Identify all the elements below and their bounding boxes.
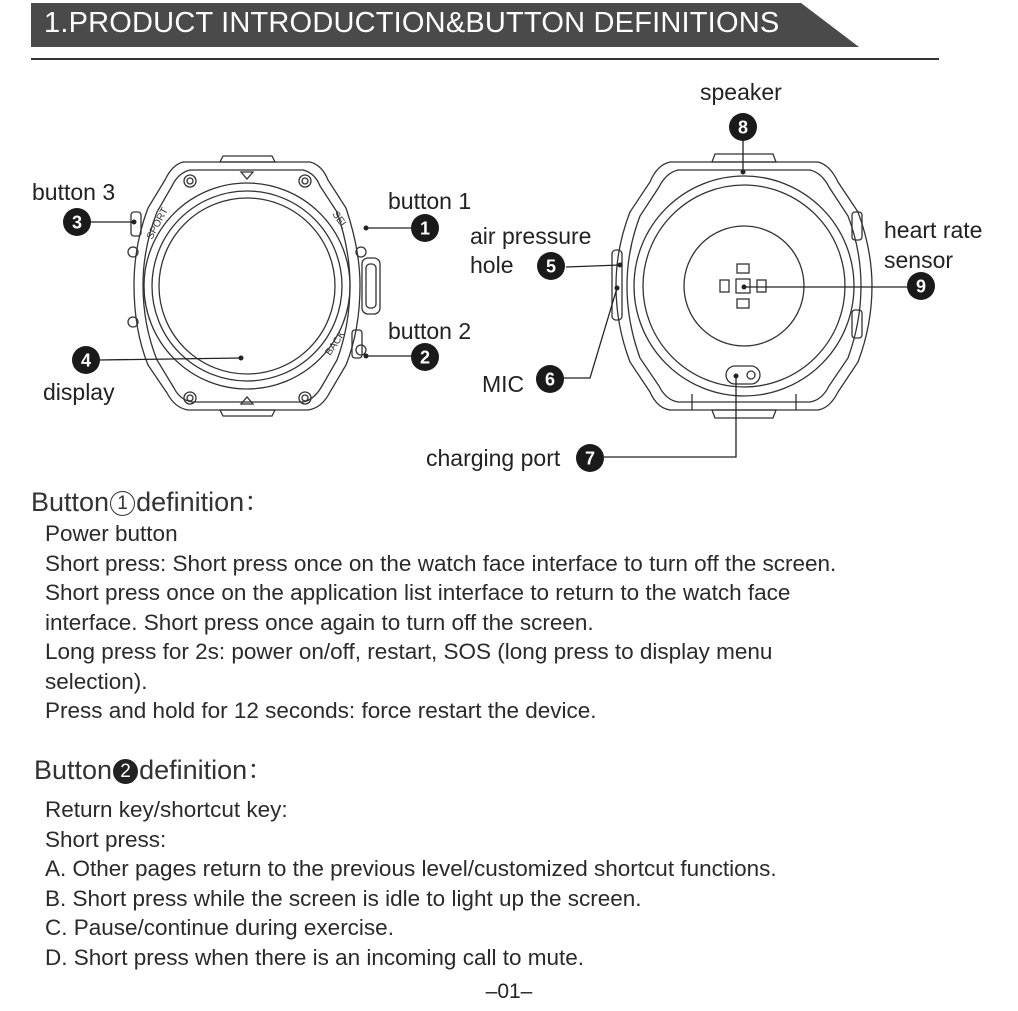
marker-8-label: 8 xyxy=(737,117,749,138)
section-2-head-num: 2 xyxy=(113,759,138,784)
label-display: display xyxy=(43,379,115,405)
section-1-line: Power button xyxy=(45,521,178,546)
marker-5-label: 5 xyxy=(545,256,557,277)
section-1-line: Short press once on the application list interface to return to the watch face xyxy=(45,580,791,605)
section-2-line: D. Short press when there is an incoming call to mute. xyxy=(45,944,585,970)
marker-2 xyxy=(411,343,439,371)
section-2-line: Short press: xyxy=(45,826,167,852)
label-button-3: button 3 xyxy=(32,179,116,205)
section-1-head-post: definition： xyxy=(136,487,272,517)
marker-6-label: 6 xyxy=(544,369,556,390)
section-1-line: selection). xyxy=(45,668,148,694)
marker-3 xyxy=(63,208,91,236)
marker-2-label: 2 xyxy=(419,347,431,368)
marker-7-label: 7 xyxy=(584,448,596,469)
marker-4-label: 4 xyxy=(80,350,92,371)
section-1-line: interface. Short press once again to turn off the screen. xyxy=(45,609,594,635)
section-1-heading xyxy=(31,480,271,519)
marker-5 xyxy=(537,252,565,280)
section-2-body xyxy=(45,795,965,972)
label-button-1: button 1 xyxy=(388,188,472,214)
label-button-2: button 2 xyxy=(388,318,472,344)
back-engraving: BACK xyxy=(323,329,349,358)
label-heart-rate-1: heart rate xyxy=(884,217,983,243)
section-2-line: B. Short press while the screen is idle to light up the screen. xyxy=(45,885,642,911)
marker-9-label: 9 xyxy=(915,276,927,297)
marker-1 xyxy=(411,214,439,242)
section-2-line: A. Other pages return to the previous level/customized shortcut functions. xyxy=(45,856,777,881)
section-2-line: C. Pause/continue during exercise. xyxy=(45,915,394,940)
section-1-line: Press and hold for 12 seconds: force restart the device. xyxy=(45,698,597,723)
label-charging-port: charging port xyxy=(426,445,561,471)
section-1-head-num: 1 xyxy=(110,491,135,516)
label-air-pressure-1: air pressure xyxy=(470,223,592,249)
section-1-body xyxy=(45,519,965,726)
label-speaker: speaker xyxy=(700,79,782,105)
section-1-head-pre: Button xyxy=(31,487,110,517)
section-1-line: Short press: Short press once on the watch face interface to turn off the screen. xyxy=(45,550,837,576)
section-2-head-post: definition： xyxy=(139,755,275,785)
watch-front xyxy=(128,156,380,416)
marker-4 xyxy=(72,346,100,374)
marker-9 xyxy=(907,272,935,300)
label-air-pressure-2: hole xyxy=(470,252,514,278)
label-heart-rate-2: sensor xyxy=(884,247,954,273)
sel-engraving: SEL xyxy=(329,209,350,232)
section-1-line: Long press for 2s: power on/off, restart, SOS (long press to display menu xyxy=(45,639,773,664)
marker-7 xyxy=(576,444,604,472)
label-mic: MIC xyxy=(482,371,525,397)
section-2-head-pre: Button xyxy=(34,755,113,785)
page-title: 1.PRODUCT INTRODUCTION&BUTTON DEFINITIONS xyxy=(44,7,780,39)
marker-8 xyxy=(729,113,757,141)
marker-1-label: 1 xyxy=(419,218,431,239)
section-2-heading xyxy=(34,748,274,787)
marker-3-label: 3 xyxy=(71,212,83,233)
section-2-line: Return key/shortcut key: xyxy=(45,797,288,822)
marker-6 xyxy=(536,365,564,393)
sport-engraving: SPORT xyxy=(144,205,171,242)
page-number: –01– xyxy=(485,980,533,1003)
